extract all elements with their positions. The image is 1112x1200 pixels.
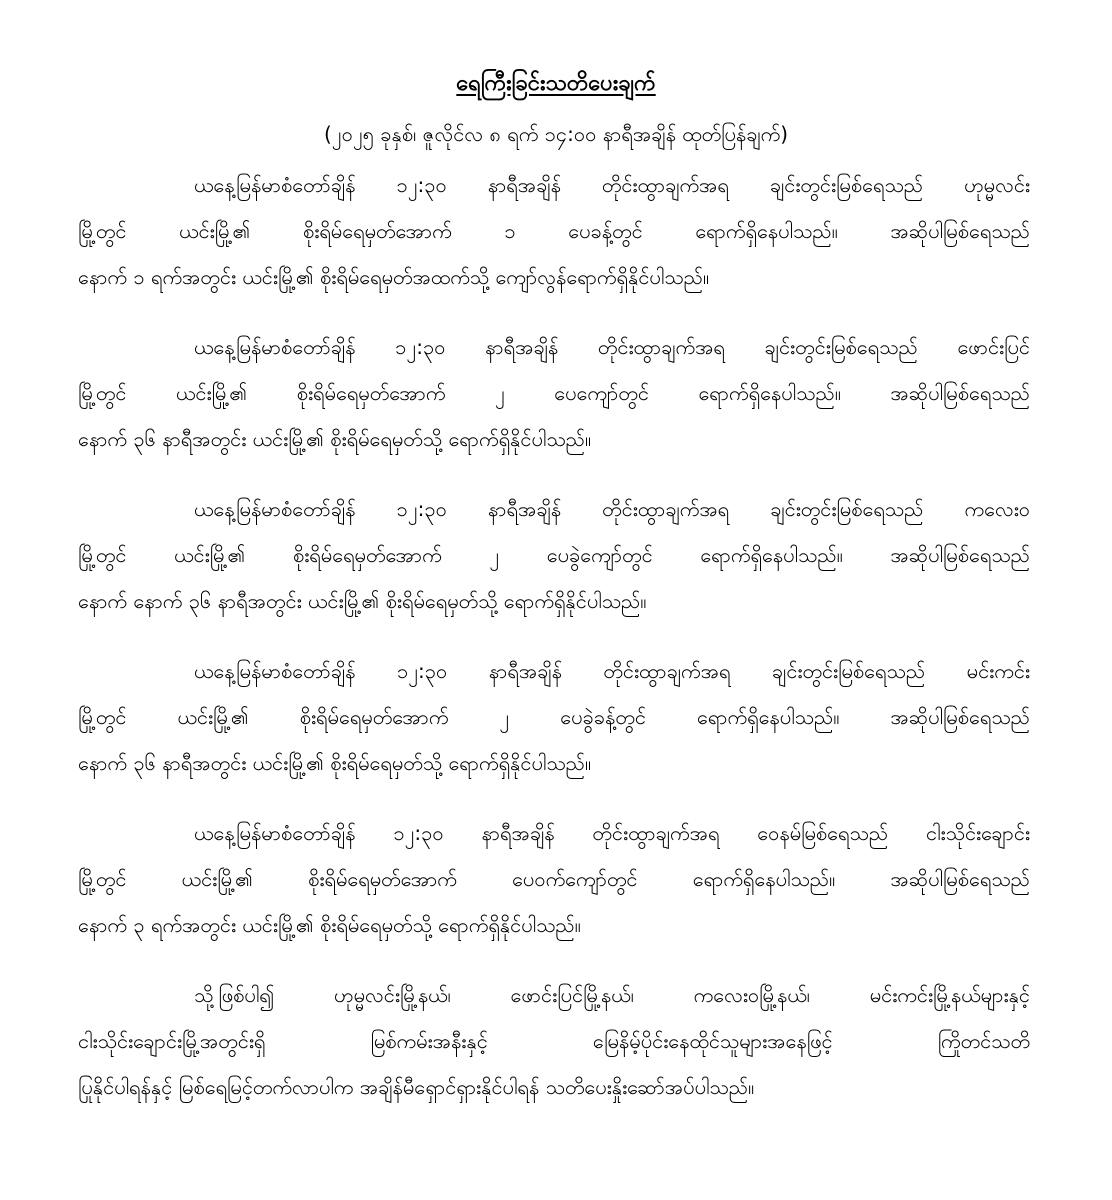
paragraph-line: ယနေ့မြန်မာစံတော်ချိန် ၁၂:၃၀ နာရီအချိန် တိုင်းထွာချက်အရ ချင်းတွင်းမြစ်ရေသည် မင်းကင်း bbox=[194, 659, 1030, 683]
paragraph-5 bbox=[78, 810, 1030, 948]
paragraph-3 bbox=[78, 486, 1030, 624]
paragraph-line: နောက် ၃၆ နာရီအတွင်း ယင်းမြို့၏ စိုးရိမ်ရေမှတ်သို့ ရောက်ရှိနိုင်ပါသည်။ bbox=[78, 751, 592, 775]
paragraph-line: မြို့တွင် ယင်းမြို့၏ စိုးရိမ်ရေမှတ်အောက် ၁ ပေခန့်တွင် ရောက်ရှိနေပါသည်။ အဆိုပါမြစ်ရေသည် bbox=[78, 219, 1030, 243]
paragraph-line: သို့ဖြစ်ပါ၍ ဟုမ္မလင်းမြို့နယ်၊ ဖောင်းပြင်မြို့နယ်၊ ကလေးဝမြို့နယ်၊ မင်းကင်းမြို့နယ်များနှင့် bbox=[194, 983, 1030, 1007]
paragraph-line: ယနေ့မြန်မာစံတော်ချိန် ၁၂:၃၀ နာရီအချိန် တိုင်းထွာချက်အရ ချင်းတွင်းမြစ်ရေသည် ကလေးဝ bbox=[194, 497, 1030, 521]
paragraph-6 bbox=[78, 972, 1030, 1110]
paragraph-2 bbox=[78, 324, 1030, 462]
paragraph-line: ငါးသိုင်းချောင်းမြို့အတွင်းရှိ မြစ်ကမ်းအနီးနှင့် မြေနိမ့်ပိုင်းနေထိုင်သူများအနေဖြင့် ကြိုတင်သတိ bbox=[78, 1029, 1030, 1053]
paragraph-line: ယနေ့မြန်မာစံတော်ချိန် ၁၂:၃၀ နာရီအချိန် တိုင်းထွာချက်အရ ချင်းတွင်းမြစ်ရေသည် ဟုမ္မလင်း bbox=[194, 173, 1030, 197]
paragraph-4 bbox=[78, 648, 1030, 786]
paragraph-line: မြို့တွင် ယင်းမြို့၏ စိုးရိမ်ရေမှတ်အောက် ၂ ပေကျော်တွင် ရောက်ရှိနေပါသည်။ အဆိုပါမြစ်ရေသည် bbox=[78, 381, 1030, 405]
paragraph-line: ပြုနိုင်ပါရန်နှင့် မြစ်ရေမြင့်တက်လာပါက အချိန်မီရှောင်ရှားနိုင်ပါရန် သတိပေးနှိုးဆော်အပ်ပါသည်။ bbox=[78, 1075, 755, 1099]
paragraph-line: ယနေ့မြန်မာစံတော်ချိန် ၁၂:၃၀ နာရီအချိန် တိုင်းထွာချက်အရ ဝေနမ်မြစ်ရေသည် ငါးသိုင်းချောင်း bbox=[194, 821, 1030, 845]
paragraph-1 bbox=[78, 162, 1030, 300]
paragraph-line: မြို့တွင် ယင်းမြို့၏ စိုးရိမ်ရေမှတ်အောက် ပေဝက်ကျော်တွင် ရောက်ရှိနေပါသည်။ အဆိုပါမြစ်ရေသည် bbox=[78, 867, 1030, 891]
paragraph-line: မြို့တွင် ယင်းမြို့၏ စိုးရိမ်ရေမှတ်အောက် ၂ ပေခွဲကျော်တွင် ရောက်ရှိနေပါသည်။ အဆိုပါမြစ်ရေသည် bbox=[78, 543, 1030, 567]
paragraph-line: နောက် ၁ ရက်အတွင်း ယင်းမြို့၏ စိုးရိမ်ရေမှတ်အထက်သို့ ကျော်လွန်ရောက်ရှိနိုင်ပါသည်။ bbox=[78, 265, 710, 289]
document-subtitle: (၂၀၂၅ ခုနှစ်၊ ဇူလိုင်လ ၈ ရက် ၁၄:၀၀ နာရီအချိန် ထုတ်ပြန်ချက်) bbox=[323, 122, 789, 146]
paragraph-line: နောက် နောက် ၃၆ နာရီအတွင်း ယင်းမြို့၏ စိုးရိမ်ရေမှတ်သို့ ရောက်ရှိနိုင်ပါသည်။ bbox=[78, 589, 647, 613]
paragraph-line: နောက် ၃၆ နာရီအတွင်း ယင်းမြို့၏ စိုးရိမ်ရေမှတ်သို့ ရောက်ရှိနိုင်ပါသည်။ bbox=[78, 427, 592, 451]
paragraph-line: နောက် ၃ ရက်အတွင်း ယင်းမြို့၏ စိုးရိမ်ရေမှတ်သို့ ရောက်ရှိနိုင်ပါသည်။ bbox=[78, 913, 581, 937]
paragraph-line: ယနေ့မြန်မာစံတော်ချိန် ၁၂:၃၀ နာရီအချိန် တိုင်းထွာချက်အရ ချင်းတွင်းမြစ်ရေသည် ဖောင်းပြင် bbox=[194, 335, 1030, 359]
paragraph-line: မြို့တွင် ယင်းမြို့၏ စိုးရိမ်ရေမှတ်အောက် ၂ ပေခွဲခန့်တွင် ရောက်ရှိနေပါသည်။ အဆိုပါမြစ်ရေသည် bbox=[78, 705, 1030, 729]
document-title: ရေကြီးခြင်းသတိပေးချက် bbox=[456, 71, 656, 96]
